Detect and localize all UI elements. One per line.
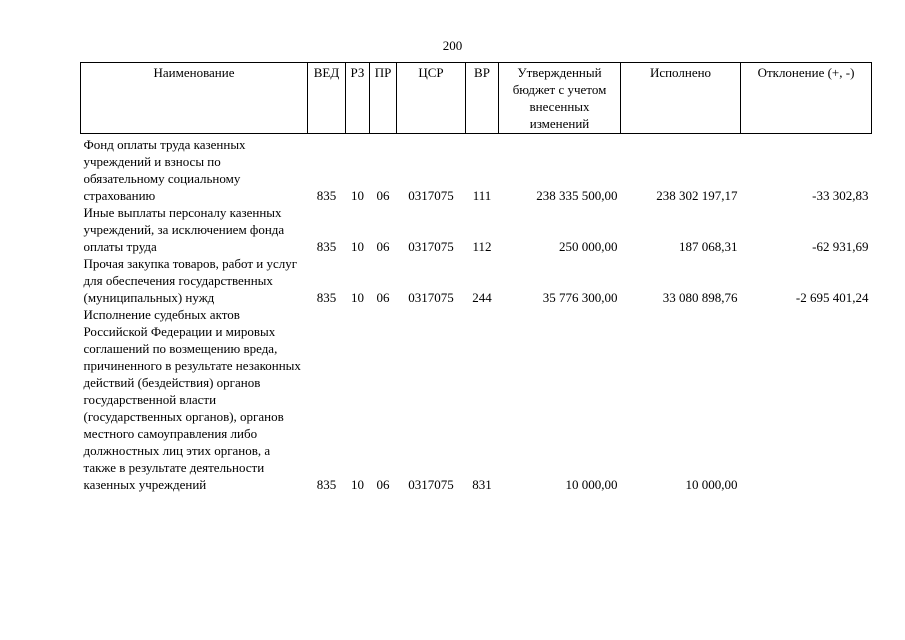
table-row	[81, 204, 872, 255]
header-csr: ЦСР	[397, 63, 466, 134]
row-pr: 06	[376, 477, 390, 492]
row-pr: 06	[376, 290, 390, 305]
row-executed: 187 068,31	[679, 239, 738, 254]
row-csr: 0317075	[408, 290, 454, 305]
row-vr: 112	[472, 239, 492, 254]
row-rz: 10	[351, 239, 364, 254]
row-pr: 06	[376, 188, 390, 203]
row-deviation	[741, 306, 872, 493]
header-executed: Исполнено	[621, 63, 741, 134]
header-row	[81, 63, 872, 134]
header-vr: ВР	[466, 63, 499, 134]
header-name: Наименование	[81, 63, 308, 134]
header-rz: РЗ	[346, 63, 370, 134]
row-executed: 10 000,00	[685, 477, 738, 492]
row-deviation: -33 302,83	[812, 188, 869, 203]
row-approved: 238 335 500,00	[536, 188, 618, 203]
table-row	[81, 255, 872, 306]
row-ved: 835	[316, 239, 337, 254]
row-name: Фонд оплаты труда казенных учреждений и взносы по обязательному социальному страхованию	[83, 137, 246, 203]
header-pr: ПР	[370, 63, 397, 134]
row-rz: 10	[351, 477, 364, 492]
row-pr: 06	[376, 239, 390, 254]
row-ved: 835	[316, 188, 337, 203]
row-approved: 250 000,00	[559, 239, 618, 254]
row-vr: 831	[472, 477, 492, 492]
row-vr: 244	[472, 290, 492, 305]
table-row	[81, 134, 872, 205]
budget-table	[80, 62, 872, 493]
table-row	[81, 306, 872, 493]
row-rz: 10	[351, 188, 364, 203]
table-body	[81, 134, 872, 494]
row-approved: 35 776 300,00	[542, 290, 618, 305]
row-name: Исполнение судебных актов Российской Федерации и мировых соглашений по возмещению вреда, причиненного в результате незаконных действий (бездействия) органов государственной власти (государственных органов), органов местного самоуправления либо должностных лиц этих органов, а также в результате деятельности казенных учреждений	[83, 307, 301, 492]
row-vr: 111	[472, 188, 492, 203]
row-name: Иные выплаты персоналу казенных учреждений, за исключением фонда оплаты труда	[83, 205, 285, 254]
row-deviation: -2 695 401,24	[795, 290, 869, 305]
header-deviation: Отклонение (+, -)	[741, 63, 872, 134]
row-rz: 10	[351, 290, 364, 305]
row-ved: 835	[316, 477, 337, 492]
table-header	[81, 63, 872, 134]
row-executed: 238 302 197,17	[656, 188, 738, 203]
row-csr: 0317075	[408, 239, 454, 254]
row-csr: 0317075	[408, 188, 454, 203]
header-ved: ВЕД	[308, 63, 346, 134]
row-executed: 33 080 898,76	[662, 290, 738, 305]
row-deviation: -62 931,69	[812, 239, 869, 254]
row-approved: 10 000,00	[565, 477, 618, 492]
row-name: Прочая закупка товаров, работ и услуг для обеспечения государственных (муниципальных) нужд	[83, 256, 298, 305]
row-csr: 0317075	[408, 477, 454, 492]
header-approved: Утвержденный бюджет с учетом внесенных изменений	[499, 63, 621, 134]
page-number: 200	[442, 38, 463, 53]
row-ved: 835	[316, 290, 337, 305]
